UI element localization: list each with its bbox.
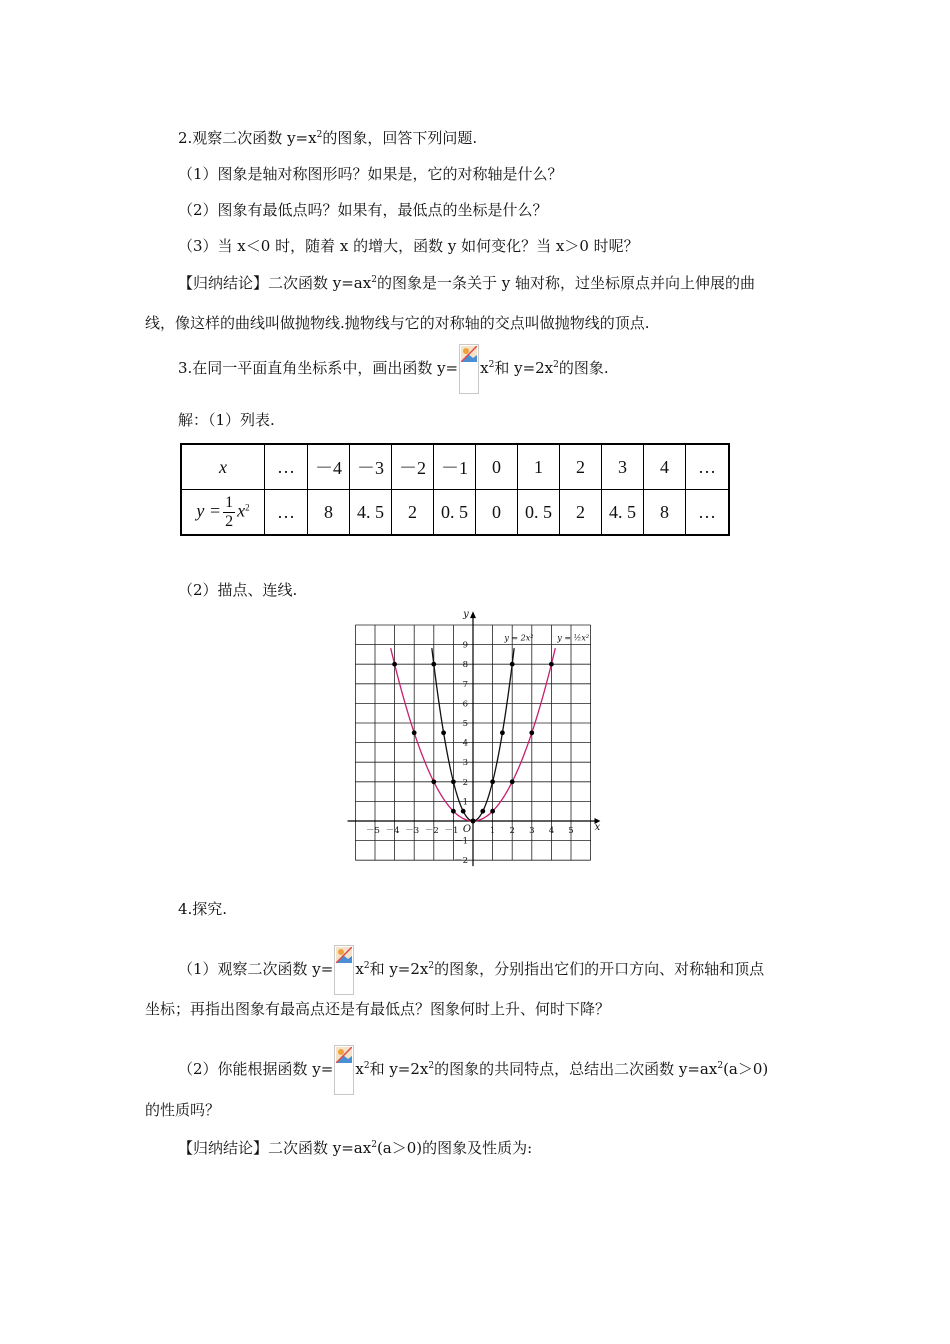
q3-solution: 解：（1）列表. bbox=[178, 411, 275, 429]
q4-p1-line1: （1）观察二次函数 y= $x^2$和 $y=2x^2$的图象，分别指出它们的开口方向、对称轴和顶点 bbox=[178, 945, 764, 995]
x-tick-label: －3 bbox=[405, 826, 420, 836]
q2-sub1: （1）图象是轴对称图形吗？如果是，它的对称轴是什么？ bbox=[178, 165, 563, 183]
value-table bbox=[180, 443, 730, 536]
table-cell: … bbox=[686, 490, 730, 536]
q2-sub3: （3）当 x＜0 时，随着 x 的增大，函数 y 如何变化？当 x＞0 时呢？ bbox=[178, 237, 639, 255]
y-tick-label: －1 bbox=[454, 836, 468, 847]
data-point-double bbox=[451, 779, 456, 784]
y-tick-label: 4 bbox=[462, 738, 468, 749]
y-axis-arrow bbox=[470, 611, 476, 618]
q3-title: 3.在同一平面直角坐标系中，画出函数 y= $x^2$和 $y=2x^2$的图象. bbox=[178, 344, 609, 394]
data-point-half bbox=[529, 730, 534, 735]
data-point-half bbox=[431, 779, 436, 784]
table-cell: … bbox=[265, 490, 308, 536]
x-tick-label: －5 bbox=[366, 826, 380, 836]
x-tick-label: 4 bbox=[548, 826, 555, 836]
table-cell: －4 bbox=[308, 444, 350, 490]
broken-image-icon bbox=[459, 344, 479, 394]
q2-sub2: （2）图象有最低点吗？如果有，最低点的坐标是什么？ bbox=[178, 201, 548, 219]
y-tick-label: 1 bbox=[462, 797, 468, 808]
table-cell: 8 bbox=[644, 490, 686, 536]
table-cell: 8 bbox=[308, 490, 350, 536]
table-row-y bbox=[181, 490, 729, 536]
table-cell: 2 bbox=[560, 490, 602, 536]
table-cell: 4. 5 bbox=[602, 490, 644, 536]
data-point-double bbox=[461, 809, 466, 814]
x-tick-label: 5 bbox=[568, 826, 574, 836]
data-point-half bbox=[510, 779, 515, 784]
x-tick-label: 2 bbox=[509, 826, 515, 836]
table-cell: －1 bbox=[434, 444, 476, 490]
x-tick-label: －2 bbox=[424, 826, 439, 836]
y-tick-label: －2 bbox=[454, 856, 468, 867]
table-header-x: x bbox=[181, 444, 265, 490]
data-point-double bbox=[490, 779, 495, 784]
table-cell: … bbox=[265, 444, 308, 490]
y-tick-label: 3 bbox=[462, 758, 468, 769]
table-cell: －3 bbox=[350, 444, 392, 490]
table-cell: 0 bbox=[476, 444, 518, 490]
table-header-y: y = $\frac{1}{2}$ $x^2$ bbox=[181, 490, 265, 536]
data-point-double bbox=[480, 809, 485, 814]
data-point-half bbox=[490, 809, 495, 814]
broken-image-icon bbox=[334, 945, 354, 995]
y-tick-label: 8 bbox=[462, 660, 468, 671]
data-point-double bbox=[431, 662, 436, 667]
data-point-half bbox=[549, 662, 554, 667]
y-tick-label: 6 bbox=[462, 699, 468, 710]
y-tick-label: 7 bbox=[462, 679, 468, 690]
legend-label-half: y = ½x² bbox=[557, 633, 590, 643]
q4-p1-line2: 坐标；再指出图象有最高点还是有最低点？图象何时上升、何时下降？ bbox=[145, 1000, 611, 1018]
broken-image-icon bbox=[334, 1045, 354, 1095]
y-tick-label: 5 bbox=[462, 719, 468, 729]
x-tick-label: －4 bbox=[385, 826, 400, 836]
parabola-chart bbox=[340, 605, 615, 870]
x-axis-label: x bbox=[594, 822, 601, 833]
y-tick-label: 2 bbox=[462, 777, 468, 788]
data-point-half bbox=[392, 662, 397, 667]
data-point-half bbox=[471, 819, 476, 824]
data-point-double bbox=[441, 730, 446, 735]
conclusion1-line1: 【归纳结论】二次函数 $y=ax^2$的图象是一条关于 y 轴对称，过坐标原点并向上伸展的曲 bbox=[178, 274, 755, 292]
table-cell: 3 bbox=[602, 444, 644, 490]
x-tick-label: 1 bbox=[489, 826, 496, 836]
table-cell: 4. 5 bbox=[350, 490, 392, 536]
q4-p2-line1: （2）你能根据函数 y= $x^2$和 $y=2x^2$的图象的共同特点，总结出二次函数 $y=ax^2(a>0)$ bbox=[178, 1045, 768, 1095]
conclusion2: 【归纳结论】二次函数 $y=ax^2(a>0)$的图象及性质为: bbox=[178, 1139, 533, 1157]
q4-p2-line2: 的性质吗？ bbox=[145, 1101, 221, 1119]
data-point-half bbox=[412, 730, 417, 735]
table-cell: 1 bbox=[518, 444, 560, 490]
y-tick-label: 9 bbox=[462, 640, 468, 651]
table-cell: … bbox=[686, 444, 730, 490]
x-tick-label: 3 bbox=[529, 826, 535, 836]
x-tick-label: －1 bbox=[444, 826, 459, 836]
data-point-double bbox=[500, 730, 505, 735]
data-point-double bbox=[510, 662, 515, 667]
table-cell: 0 bbox=[476, 490, 518, 536]
y-axis-label: y bbox=[463, 609, 469, 621]
table-cell: 4 bbox=[644, 444, 686, 490]
table-cell: 2 bbox=[560, 444, 602, 490]
origin-label: O bbox=[462, 824, 472, 835]
data-point-half bbox=[451, 809, 456, 814]
table-cell: －2 bbox=[392, 444, 434, 490]
q4-title: 4.探究. bbox=[178, 900, 228, 918]
table-cell: 2 bbox=[392, 490, 434, 536]
q3-step2: （2）描点、连线. bbox=[178, 581, 298, 599]
q2-title: 2.观察二次函数 $y=x^2$的图象，回答下列问题. bbox=[178, 129, 478, 147]
table-row-x bbox=[181, 444, 729, 490]
table-cell: 0. 5 bbox=[518, 490, 560, 536]
conclusion1-line2: 线，像这样的曲线叫做抛物线.抛物线与它的对称轴的交点叫做抛物线的顶点. bbox=[145, 314, 650, 332]
table-cell: 0. 5 bbox=[434, 490, 476, 536]
legend-label-double: y = 2x² bbox=[504, 633, 534, 643]
